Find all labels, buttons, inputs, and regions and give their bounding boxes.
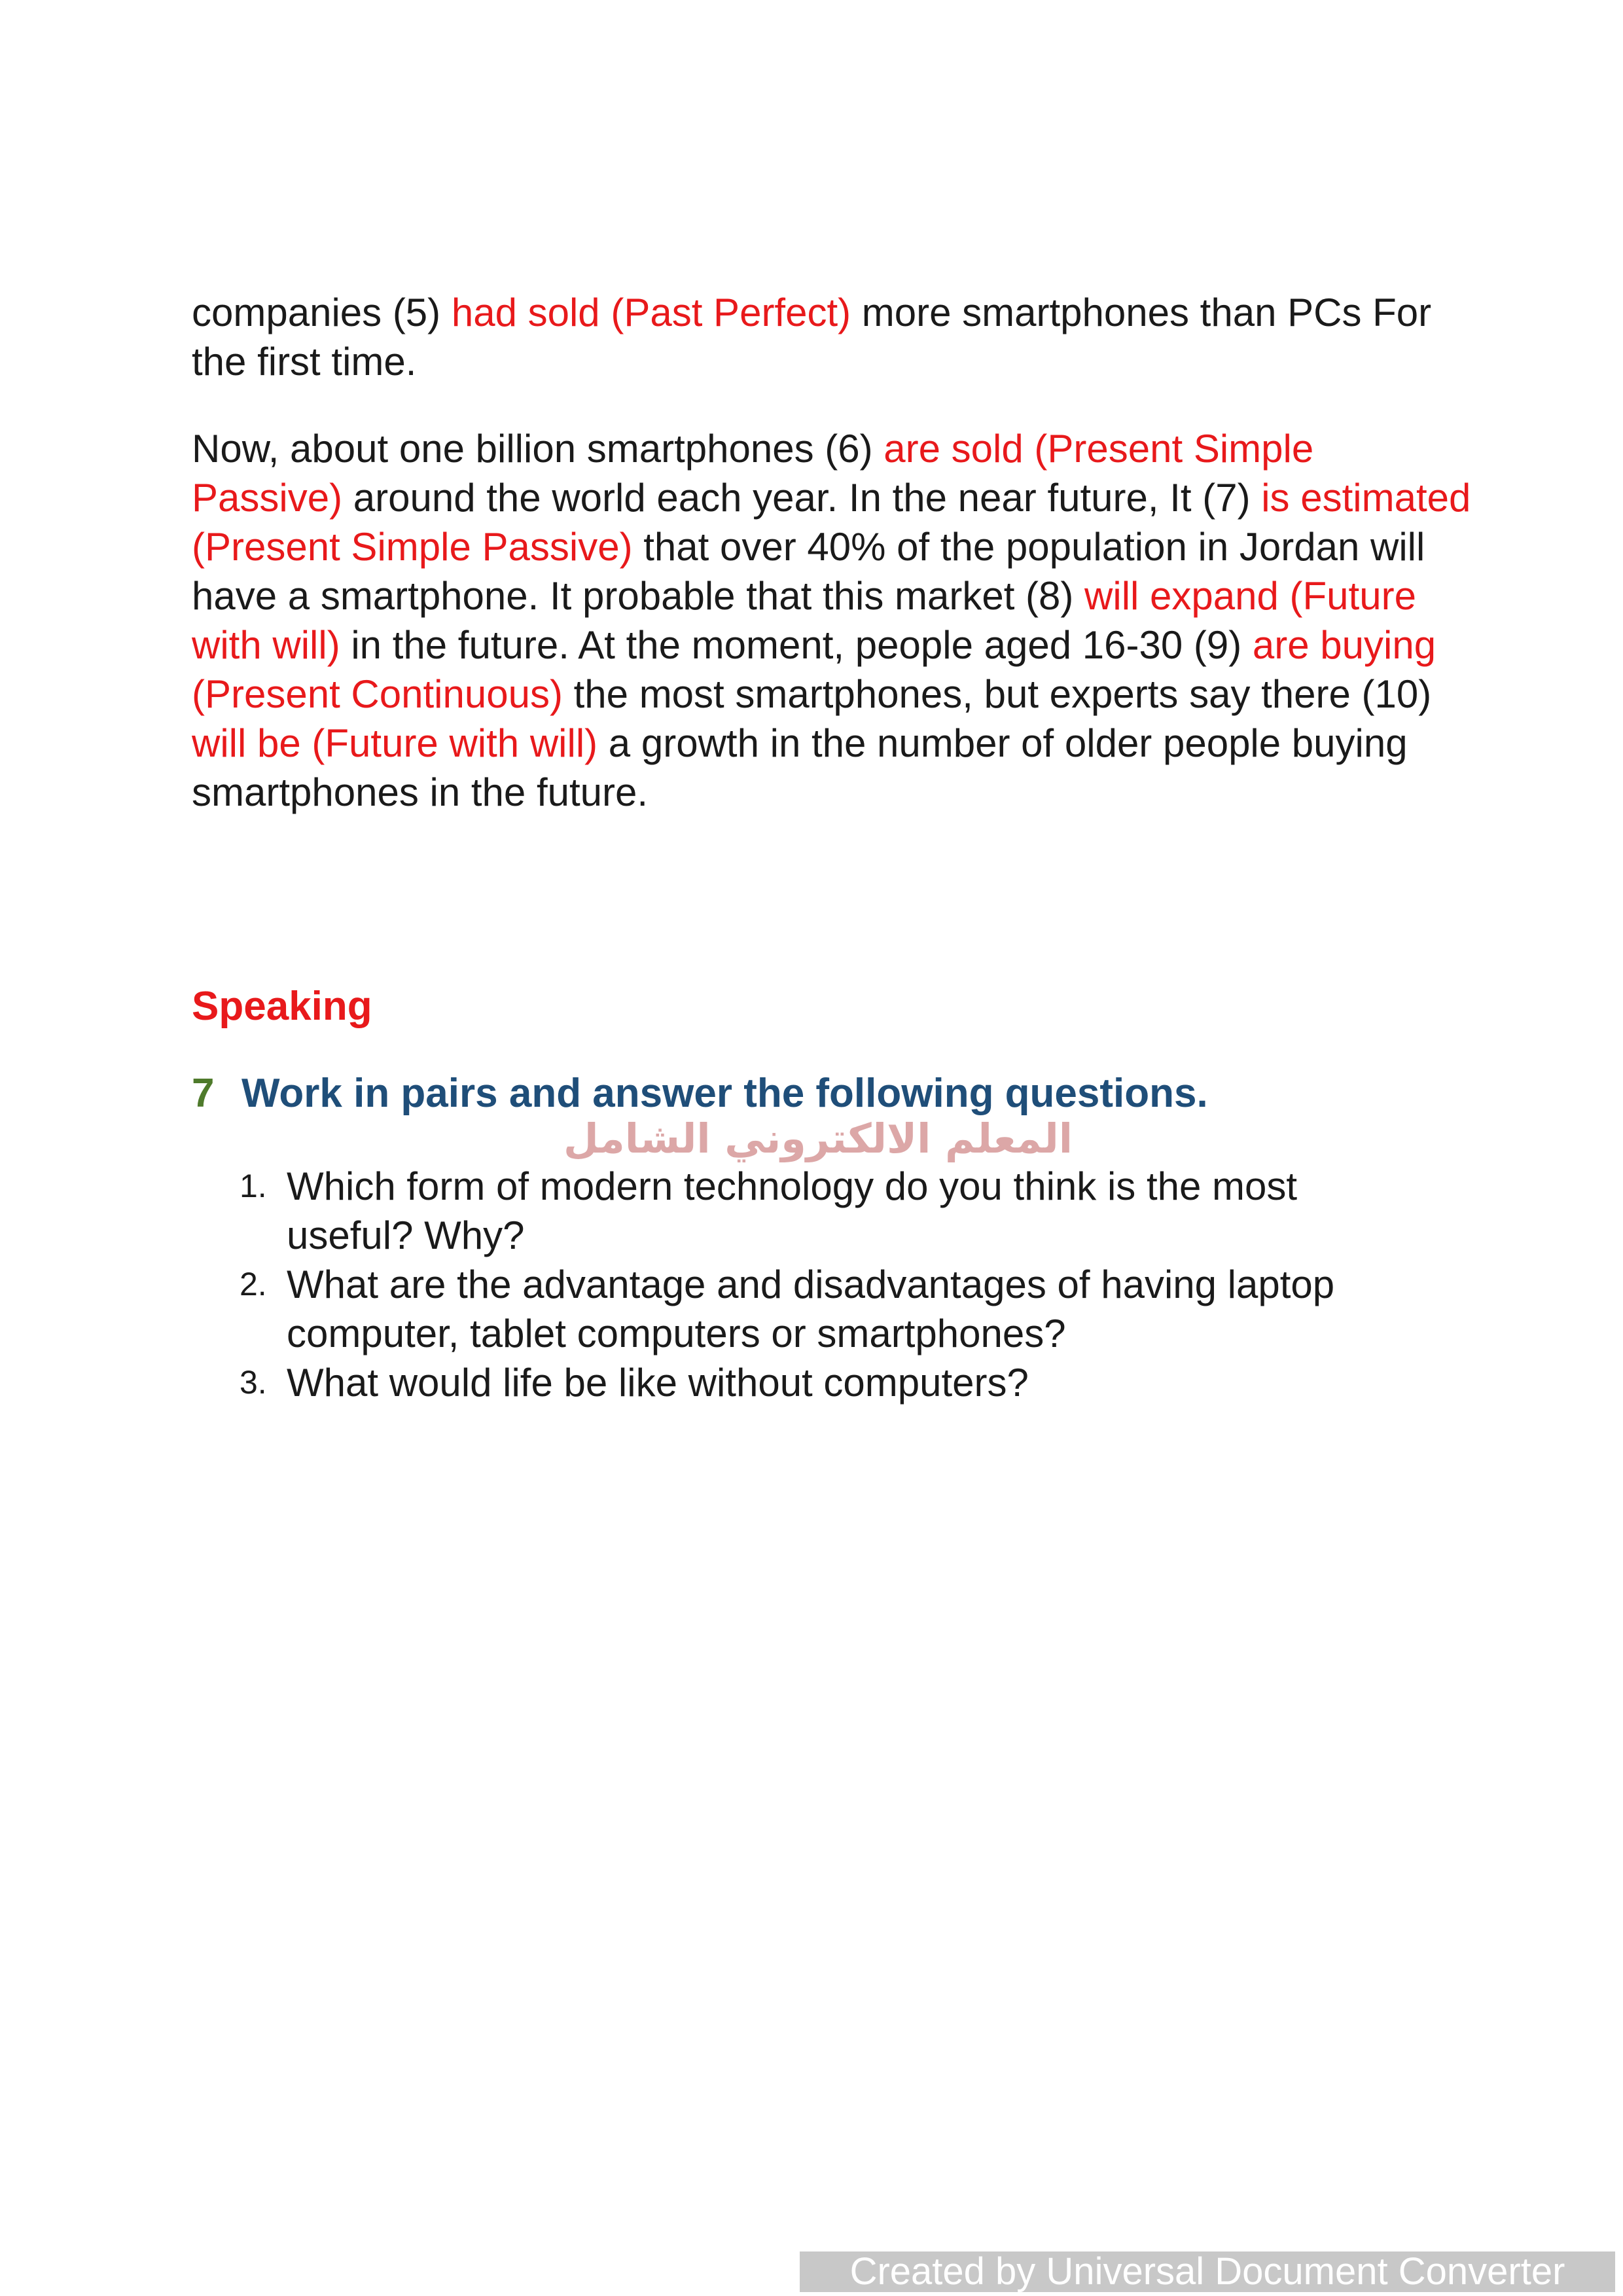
answer-highlight: will be (Future with will) <box>192 721 598 765</box>
speaking-heading: Speaking <box>192 984 372 1029</box>
passage-text: a growth in the number of older people buying smartphones in the future. <box>192 721 1408 814</box>
task-instruction <box>192 1069 1208 1118</box>
passage-text: companies (5) <box>192 291 452 334</box>
passage-paragraph-1 <box>192 288 1474 386</box>
question-text: What would life be like without computers? <box>287 1361 1029 1405</box>
passage-text: more smartphones than PCs For the first time. <box>192 291 1432 384</box>
question-number: 2. <box>240 1266 267 1302</box>
question-text: What are the advantage and disadvantages of having laptop computer, tablet computers or smartphones? <box>287 1263 1335 1355</box>
arabic-watermark: المعلم الالكتروني الشامل <box>563 1115 1073 1162</box>
passage-text: around the world each year. In the near future, It (7) <box>342 476 1262 520</box>
question-text: Which form of modern technology do you think is the most useful? Why? <box>287 1164 1298 1257</box>
question-number: 1. <box>240 1168 267 1204</box>
answer-highlight: will expand (Future with will) <box>192 574 1416 667</box>
passage-text: Now, about one billion smartphones (6) <box>192 427 884 471</box>
passage-text: the most smartphones, but experts say there (10) <box>562 672 1432 716</box>
task-number: 7 <box>192 1071 215 1116</box>
question-number: 3. <box>240 1364 267 1401</box>
passage-text: in the future. At the moment, people aged 16-30 (9) <box>340 623 1253 667</box>
answer-highlight: are buying (Present Continuous) <box>192 623 1436 716</box>
passage-text: that over 40% of the population in Jordan will have a smartphone. It probable that this market (8) <box>192 525 1425 618</box>
answer-highlight: had sold (Past Perfect) <box>451 291 851 334</box>
converter-footer-banner: Created by Universal Document Converter <box>800 2251 1615 2292</box>
answer-highlight: is estimated (Present Simple Passive) <box>192 476 1471 569</box>
passage-paragraph-2 <box>192 424 1474 817</box>
answer-highlight: are sold (Present Simple Passive) <box>192 427 1314 520</box>
task-text: Work in pairs and answer the following questions. <box>241 1071 1208 1116</box>
